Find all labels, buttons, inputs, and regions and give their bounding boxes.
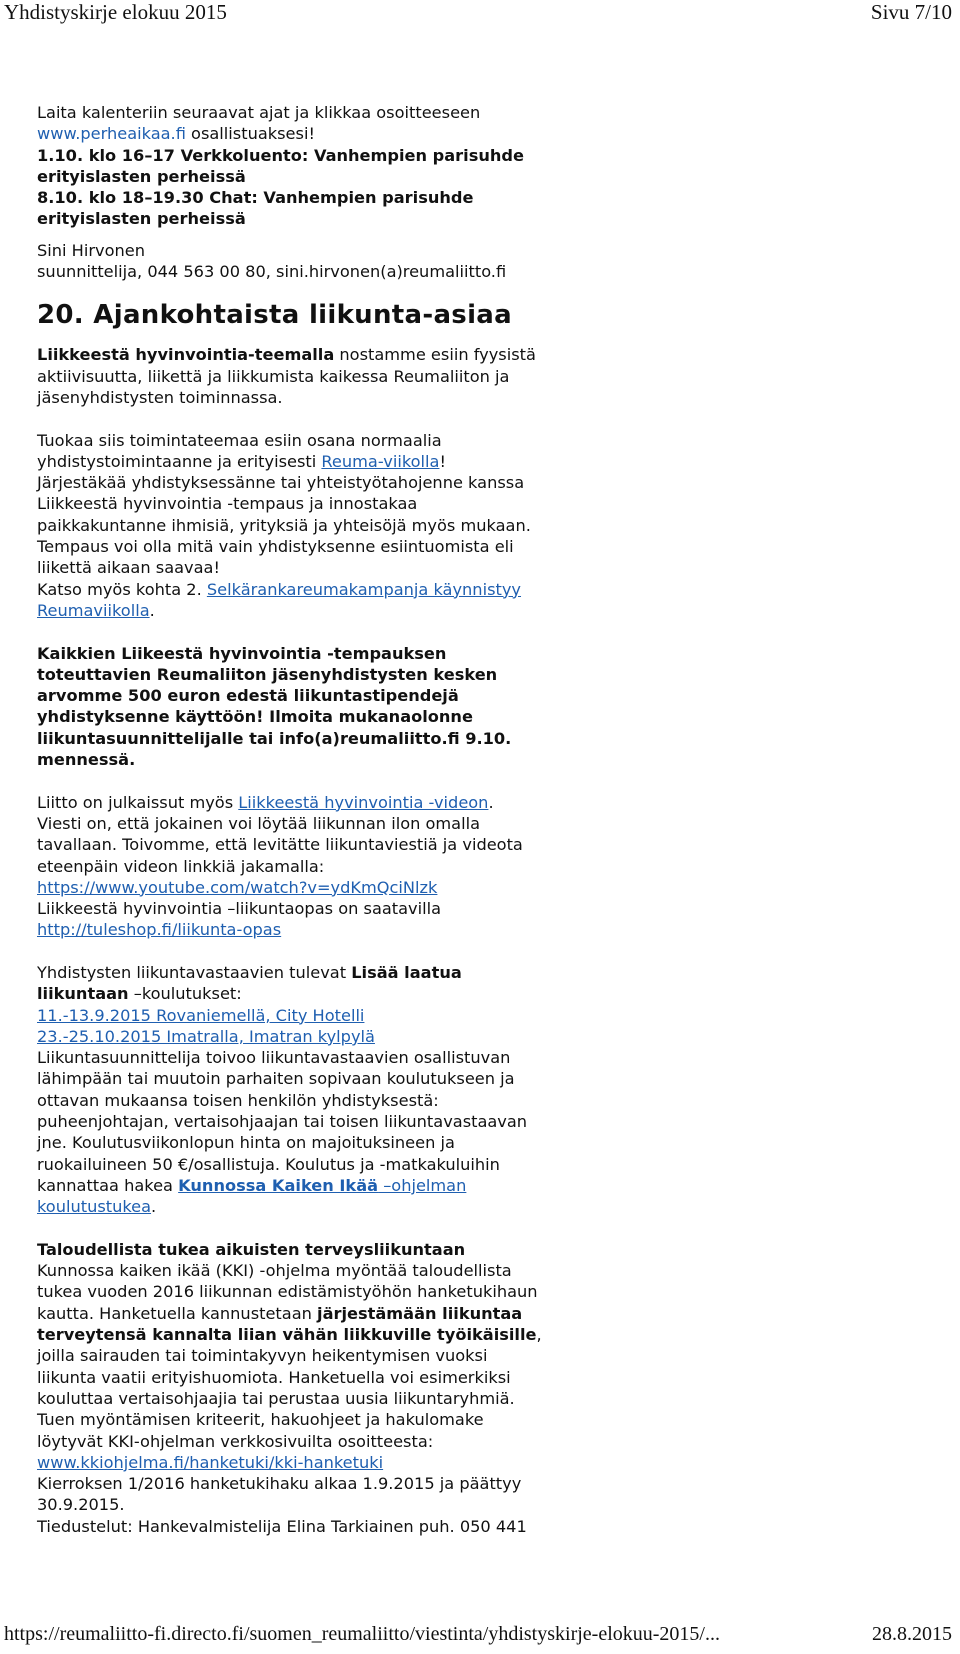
footer-url: https://reumaliitto-fi.directo.fi/suomen_reumaliitto/viestinta/yhdistyskirje-elokuu-2015/... <box>4 1623 720 1645</box>
newsletter-content <box>37 102 917 1537</box>
paragraph-line: tukea vuoden 2016 liikunnan edistämistyöhön hanketukihaun <box>37 1282 538 1302</box>
selkarankareuma-link[interactable]: Selkärankareumakampanja käynnistyy <box>206 579 522 599</box>
paragraph-line: liikunta vaatii erityishuomiota. Hanketuella voi esimerkiksi <box>37 1367 511 1387</box>
paragraph-line: kautta. Hanketuella kannustetaan järjestämään liikuntaa <box>37 1303 523 1323</box>
video-link[interactable]: Liikkeestä hyvinvointia -videon <box>238 792 489 812</box>
paragraph-line: 30.9.2015. <box>37 1495 125 1515</box>
intro-line: Laita kalenteriin seuraavat ajat ja klikkaa osoitteeseen <box>37 103 481 122</box>
reumaviikolla-link[interactable]: Reumaviikolla <box>37 600 150 620</box>
paragraph-line: yhdistystoimintaanne ja erityisesti Reuma-viikolla! <box>37 451 446 471</box>
section-heading: 20. Ajankohtaista liikunta-asiaa <box>37 300 512 331</box>
announcement-line: yhdistyksenne käyttöön! Ilmoita mukanaolonne <box>37 707 473 727</box>
reuma-viikko-link[interactable]: Reuma-viikolla <box>321 451 440 471</box>
paragraph-line: Kierroksen 1/2016 hanketukihaku alkaa 1.9.2015 ja päättyy <box>37 1474 522 1494</box>
announcement-line: arvomme 500 euron edestä liikuntastipendejä <box>37 686 459 706</box>
contact-info: suunnittelija, 044 563 00 80, sini.hirvonen(a)reumaliitto.fi <box>37 262 507 282</box>
paragraph-line: löytyvät KKI-ohjelman verkkosivuilta osoitteesta: <box>37 1431 434 1451</box>
paragraph-line: Viesti on, että jokainen voi löytää liikunnan ilon omalla <box>37 813 481 833</box>
paragraph-line: aktiivisuutta, liikettä ja liikkumista kaikessa Reumaliiton ja <box>37 366 510 386</box>
paragraph-line <box>37 1026 917 1047</box>
footer-date: 28.8.2015 <box>872 1623 952 1645</box>
paragraph-line: kannattaa hakea Kunnossa Kaiken Ikää –ohjelman <box>37 1175 467 1195</box>
paragraph-line: Järjestäkää yhdistyksessänne tai yhteistyötahojenne kanssa <box>37 473 525 493</box>
paragraph-line: kouluttaa vertaisohjaajia tai perustaa uusia liikuntaryhmiä. <box>37 1388 515 1408</box>
paragraph-line: paikkakuntanne ihmisiä, yrityksiä ja yhteisöjä myös mukaan. <box>37 515 531 535</box>
paragraph-line: eteenpäin videon linkkiä jakamalla: <box>37 856 325 876</box>
paragraph-line: terveytensä kannalta liian vähän liikkuville työikäisille, <box>37 1325 542 1345</box>
print-header <box>4 0 952 30</box>
paragraph-line: Katso myös kohta 2. Selkärankareumakampanja käynnistyy <box>37 579 522 599</box>
paragraph-line: jne. Koulutusviikonlopun hinta on majoituksineen ja <box>37 1133 455 1153</box>
paragraph-line: ottavan mukaansa toisen henkilön yhdistyksestä: <box>37 1090 439 1110</box>
page-number: Sivu 7/10 <box>870 0 952 24</box>
paragraph-line <box>37 1452 917 1473</box>
paragraph-line: Tiedustelut: Hankevalmistelija Elina Tarkiainen puh. 050 441 <box>37 1516 527 1536</box>
announcement-line: liikuntasuunnittelijalle tai info(a)reumaliitto.fi 9.10. <box>37 728 512 748</box>
paragraph-line <box>37 877 917 898</box>
paragraph-line: lähimpään tai muutoin parhaiten sopivaan koulutukseen ja <box>37 1069 515 1089</box>
intro-line: www.perheaikaa.fi osallistuaksesi! <box>37 124 315 144</box>
paragraph-line: joilla sairauden tai toimintakyvyn heikentymisen vuoksi <box>37 1346 488 1366</box>
koulutustuki-link[interactable]: koulutustukea <box>37 1197 152 1217</box>
announcement-line: Kaikkien Liikeestä hyvinvointia -tempauksen <box>37 643 447 663</box>
paragraph-line: liikettä aikaan saavaa! <box>37 558 220 578</box>
announcement-line: mennessä. <box>37 750 136 770</box>
paragraph-line: Tuen myöntämisen kriteerit, hakuohjeet ja hakulomake <box>37 1410 484 1430</box>
paragraph-line: Liikuntasuunnittelija toivoo liikuntavastaavien osallistuvan <box>37 1048 511 1068</box>
event-line: erityislasten perheissä <box>37 166 246 186</box>
kki-hanketuki-link[interactable]: www.kkiohjelma.fi/hanketuki/kki-hanketuki <box>37 1452 384 1472</box>
paragraph-line: Liikkeestä hyvinvointia –liikuntaopas on saatavilla <box>37 899 442 919</box>
event-line: 8.10. klo 18–19.30 Chat: Vanhempien parisuhde <box>37 188 474 208</box>
paragraph-line: Liikkeestä hyvinvointia-teemalla nostamme esiin fyysistä <box>37 345 536 365</box>
print-footer <box>4 1623 952 1653</box>
paragraph-line: Kunnossa kaiken ikää (KKI) -ohjelma myöntää taloudellista <box>37 1261 512 1281</box>
event-line: erityislasten perheissä <box>37 209 246 229</box>
paragraph-line: koulutustukea. <box>37 1197 157 1217</box>
paragraph-line: puheenjohtajan, vertaisohjaajan tai toisen liikuntavastaavan <box>37 1112 528 1132</box>
event-line: 1.10. klo 16–17 Verkkoluento: Vanhempien parisuhde <box>37 145 524 165</box>
paragraph-line <box>37 919 917 940</box>
perheaikaa-link[interactable]: www.perheaikaa.fi <box>37 124 186 144</box>
paragraph-line: Yhdistysten liikuntavastaavien tulevat Lisää laatua <box>37 962 462 982</box>
paragraph-line: liikuntaan –koulutukset: <box>37 984 242 1004</box>
youtube-link[interactable]: https://www.youtube.com/watch?v=ydKmQciNlzk <box>37 877 438 897</box>
paragraph-line: tavallaan. Toivomme, että levitätte liikuntaviestiä ja videota <box>37 835 523 855</box>
announcement-line: toteuttavien Reumaliiton jäsenyhdistysten kesken <box>37 664 498 684</box>
paragraph-line: Reumaviikolla. <box>37 600 155 620</box>
document-title: Yhdistyskirje elokuu 2015 <box>4 0 227 24</box>
tuleshop-link[interactable]: http://tuleshop.fi/liikunta-opas <box>37 920 282 940</box>
rovaniemi-course-link[interactable]: 11.-13.9.2015 Rovaniemellä, City Hotelli <box>37 1005 365 1025</box>
paragraph-line: Liitto on julkaissut myös Liikkeestä hyvinvointia -videon. <box>37 792 494 812</box>
contact-name: Sini Hirvonen <box>37 240 145 260</box>
paragraph-line: ruokailuineen 50 €/osallistuja. Koulutus ja -matkakuluihin <box>37 1154 500 1174</box>
imatra-course-link[interactable]: 23.-25.10.2015 Imatralla, Imatran kylpylä <box>37 1026 375 1046</box>
paragraph-line: jäsenyhdistysten toiminnassa. <box>37 387 283 407</box>
kki-program-link[interactable]: Kunnossa Kaiken Ikää –ohjelman <box>178 1175 467 1195</box>
paragraph-line: Tempaus voi olla mitä vain yhdistyksenne esiintuomista eli <box>37 537 514 557</box>
paragraph-line: Liikkeestä hyvinvointia -tempaus ja innostakaa <box>37 494 418 514</box>
paragraph-line: Tuokaa siis toimintateemaa esiin osana normaalia <box>37 430 442 450</box>
paragraph-line <box>37 1005 917 1026</box>
subsection-title: Taloudellista tukea aikuisten terveysliikuntaan <box>37 1239 466 1259</box>
